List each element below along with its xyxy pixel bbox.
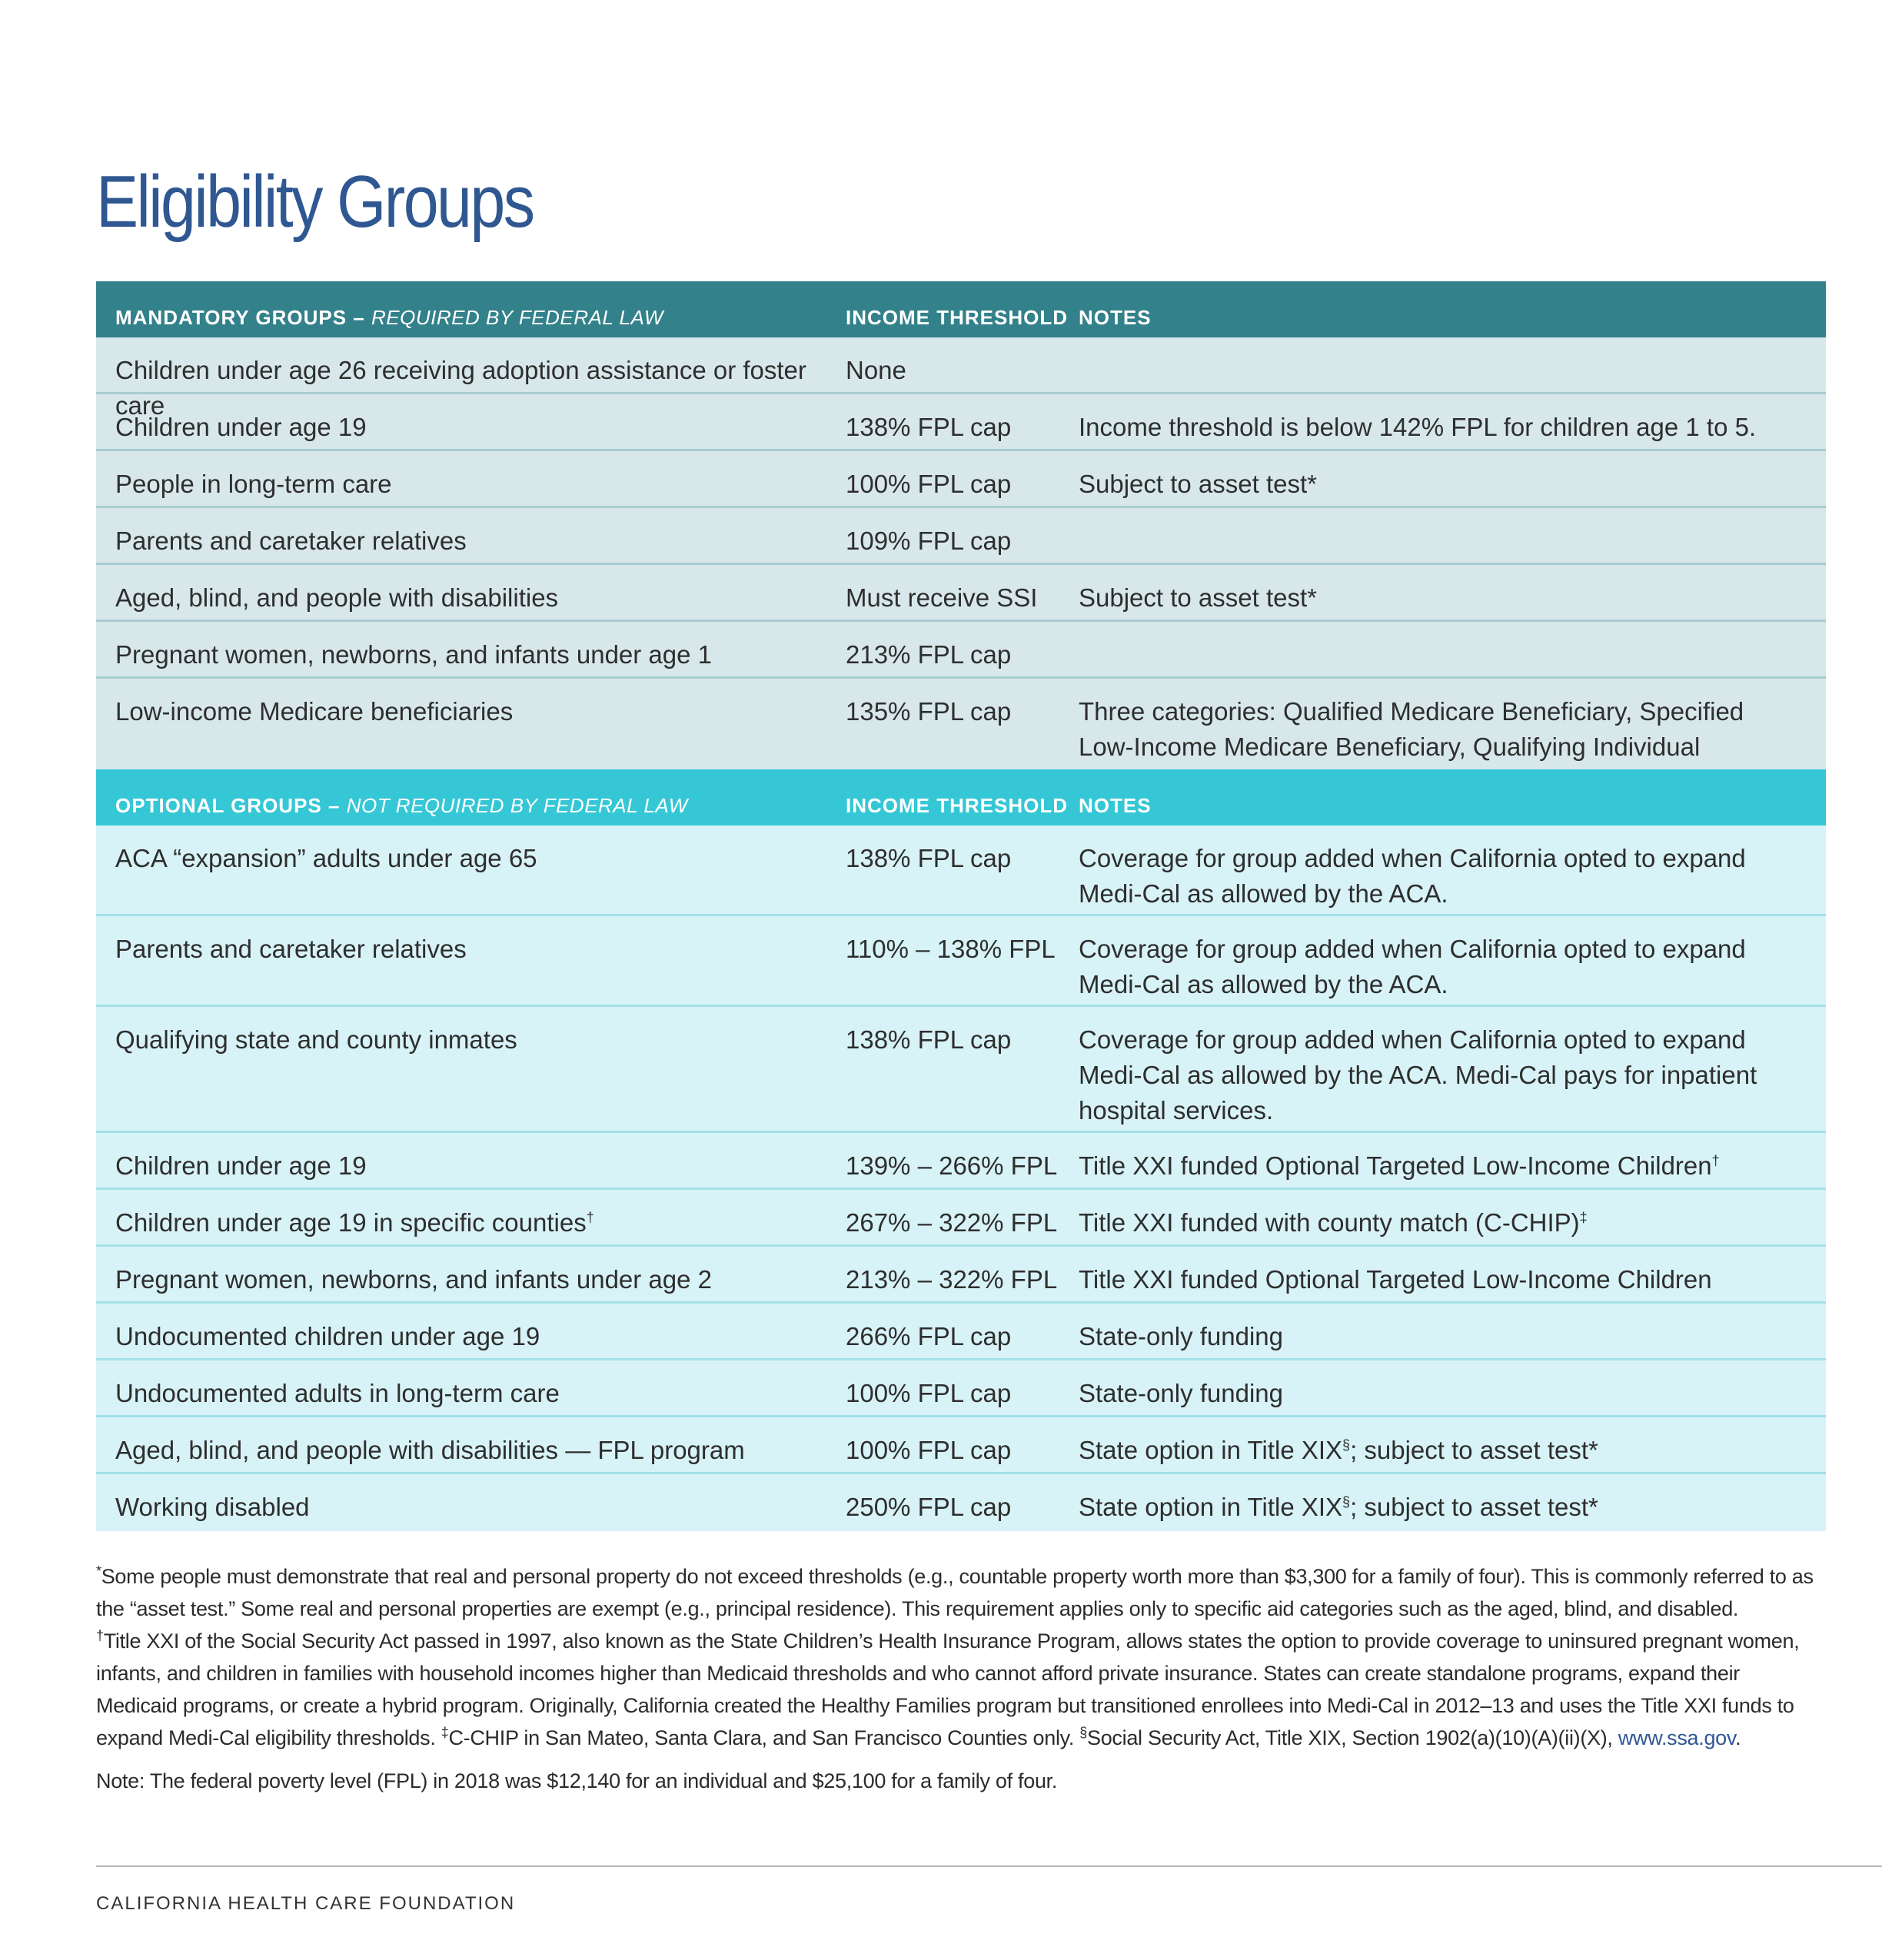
group-cell: Parents and caretaker relatives <box>115 935 467 963</box>
group-cell: Qualifying state and county inmates <box>115 1025 517 1054</box>
notes-cell: Title XXI funded Optional Targeted Low-Income Children† <box>1079 1151 1720 1180</box>
notes-cell: Three categories: Qualified Medicare Beneficiary, Specified Low-Income Medicare Beneficiary, Qualifying Individual <box>1079 697 1744 761</box>
notes-cell: Subject to asset test* <box>1079 583 1318 612</box>
notes-cell: Title XXI funded Optional Targeted Low-Income Children <box>1079 1265 1712 1294</box>
group-cell: Children under age 19 <box>115 413 367 441</box>
table-row <box>96 826 1826 916</box>
optional-header-notes: NOTES <box>1079 794 1152 817</box>
notes-cell: State-only funding <box>1079 1322 1284 1350</box>
income-threshold-cell: 267% – 322% FPL <box>846 1208 1058 1237</box>
group-cell: Working disabled <box>115 1493 310 1521</box>
income-threshold-cell: 110% – 138% FPL <box>846 935 1056 963</box>
mandatory-groups-header <box>96 281 1826 337</box>
optional-header-income: INCOME THRESHOLD <box>846 794 1068 817</box>
income-threshold-cell: Must receive SSI <box>846 583 1038 612</box>
mandatory-rows <box>96 337 1826 769</box>
group-cell: Pregnant women, newborns, and infants under age 2 <box>115 1265 713 1294</box>
page-title: Eligibility Groups <box>96 161 534 243</box>
table-row <box>96 1417 1826 1474</box>
notes-cell: State option in Title XIX§; subject to asset test* <box>1079 1436 1598 1464</box>
income-threshold-cell: 138% FPL cap <box>846 413 1012 441</box>
table-row <box>96 337 1826 420</box>
group-cell: ACA “expansion” adults under age 65 <box>115 844 537 872</box>
income-threshold-cell: 109% FPL cap <box>846 527 1012 555</box>
notes-cell: Title XXI funded with county match (C-CHIP)‡ <box>1079 1208 1588 1237</box>
group-cell: Parents and caretaker relatives <box>115 527 467 555</box>
income-threshold-cell: 213% FPL cap <box>846 640 1012 669</box>
income-threshold-cell: 100% FPL cap <box>846 470 1012 498</box>
notes-cell: State option in Title XIX§; subject to asset test* <box>1079 1493 1598 1521</box>
group-cell: Children under age 19 <box>115 1151 367 1180</box>
notes-cell: Subject to asset test* <box>1079 470 1318 498</box>
notes-cell: Income threshold is below 142% FPL for children age 1 to 5. <box>1079 413 1757 441</box>
footer-divider <box>96 1865 1882 1867</box>
optional-groups-header <box>96 769 1826 826</box>
footnote-text: *Some people must demonstrate that real and personal property do not exceed thresholds (e.g., countable property worth more than $3,300 for a family of four). This is commonly referred to as the “asset test.” Some real and personal properties are exempt (e.g., principal residence). This requirement applies only to specific aid categories such as the aged, blind, and disabled. †Title XXI of the Social Security Act passed in 1997, also known as the State Children’s Health Insurance Program, allows states the option to provide coverage to uninsured pregnant women, infants, and children in families with household incomes higher than Medicaid thresholds and who cannot afford private insurance. States can create standalone programs, expand their Medicaid programs, or create a hybrid program. Originally, California created the Healthy Families program but transitioned enrollees into Medi-Cal in 2012–13 and uses the Title XXI funds to expand Medi-Cal eligibility thresholds. ‡C-CHIP in San Mateo, Santa Clara, and San Francisco Counties only. §Social Security Act, Title XIX, Section 1902(a)(10)(A)(ii)(X), www.ssa.gov. <box>96 1563 1814 1749</box>
notes-cell: Coverage for group added when California opted to expand Medi-Cal as allowed by the ACA. Medi-Cal pays for inpatient hospital services. <box>1079 1025 1757 1125</box>
group-cell: Pregnant women, newborns, and infants under age 1 <box>115 640 713 669</box>
income-threshold-cell: 135% FPL cap <box>846 697 1012 726</box>
income-threshold-cell: 250% FPL cap <box>846 1493 1012 1521</box>
group-cell: Aged, blind, and people with disabilities — FPL program <box>115 1436 745 1464</box>
income-threshold-cell: 100% FPL cap <box>846 1379 1012 1407</box>
table-row <box>96 622 1826 679</box>
group-cell: Undocumented adults in long-term care <box>115 1379 560 1407</box>
mandatory-header-label: MANDATORY GROUPS – REQUIRED BY FEDERAL LAW <box>115 306 663 329</box>
notes-cell: Coverage for group added when California opted to expand Medi-Cal as allowed by the ACA. <box>1079 935 1746 998</box>
ssa-link[interactable]: www.ssa.gov <box>1618 1726 1736 1749</box>
table-row <box>96 1247 1826 1304</box>
group-cell: Low-income Medicare beneficiaries <box>115 697 514 726</box>
footnotes <box>96 1560 1826 1797</box>
table-row <box>96 1007 1826 1133</box>
income-threshold-cell: None <box>846 356 906 384</box>
group-cell: People in long-term care <box>115 470 392 498</box>
group-cell: Aged, blind, and people with disabilities <box>115 583 559 612</box>
notes-cell: State-only funding <box>1079 1379 1284 1407</box>
optional-rows <box>96 826 1826 1531</box>
table-row <box>96 565 1826 622</box>
income-threshold-cell: 100% FPL cap <box>846 1436 1012 1464</box>
group-cell: Undocumented children under age 19 <box>115 1322 540 1350</box>
table-row <box>96 508 1826 565</box>
income-threshold-cell: 213% – 322% FPL <box>846 1265 1058 1294</box>
income-threshold-cell: 139% – 266% FPL <box>846 1151 1058 1180</box>
table-row <box>96 1133 1826 1190</box>
table-row <box>96 451 1826 508</box>
group-cell: Children under age 19 in specific counties† <box>115 1208 594 1237</box>
notes-cell: Coverage for group added when California opted to expand Medi-Cal as allowed by the ACA. <box>1079 844 1746 908</box>
table-row <box>96 916 1826 1007</box>
fpl-note: Note: The federal poverty level (FPL) in 2018 was $12,140 for an individual and $25,100 for a family of four. <box>96 1769 1058 1792</box>
table-row <box>96 1360 1826 1417</box>
table-row <box>96 679 1826 769</box>
table-row <box>96 1474 1826 1531</box>
optional-header-label: OPTIONAL GROUPS – NOT REQUIRED BY FEDERAL LAW <box>115 794 688 817</box>
mandatory-header-income: INCOME THRESHOLD <box>846 306 1068 329</box>
table-row <box>96 1190 1826 1247</box>
income-threshold-cell: 138% FPL cap <box>846 1025 1012 1054</box>
table-row <box>96 1304 1826 1360</box>
mandatory-header-notes: NOTES <box>1079 306 1152 329</box>
group-cell: Children under age 26 receiving adoption assistance or foster care <box>115 356 806 420</box>
income-threshold-cell: 266% FPL cap <box>846 1322 1012 1350</box>
eligibility-table <box>96 281 1826 1531</box>
footer-organization: CALIFORNIA HEALTH CARE FOUNDATION <box>96 1893 516 1914</box>
income-threshold-cell: 138% FPL cap <box>846 844 1012 872</box>
